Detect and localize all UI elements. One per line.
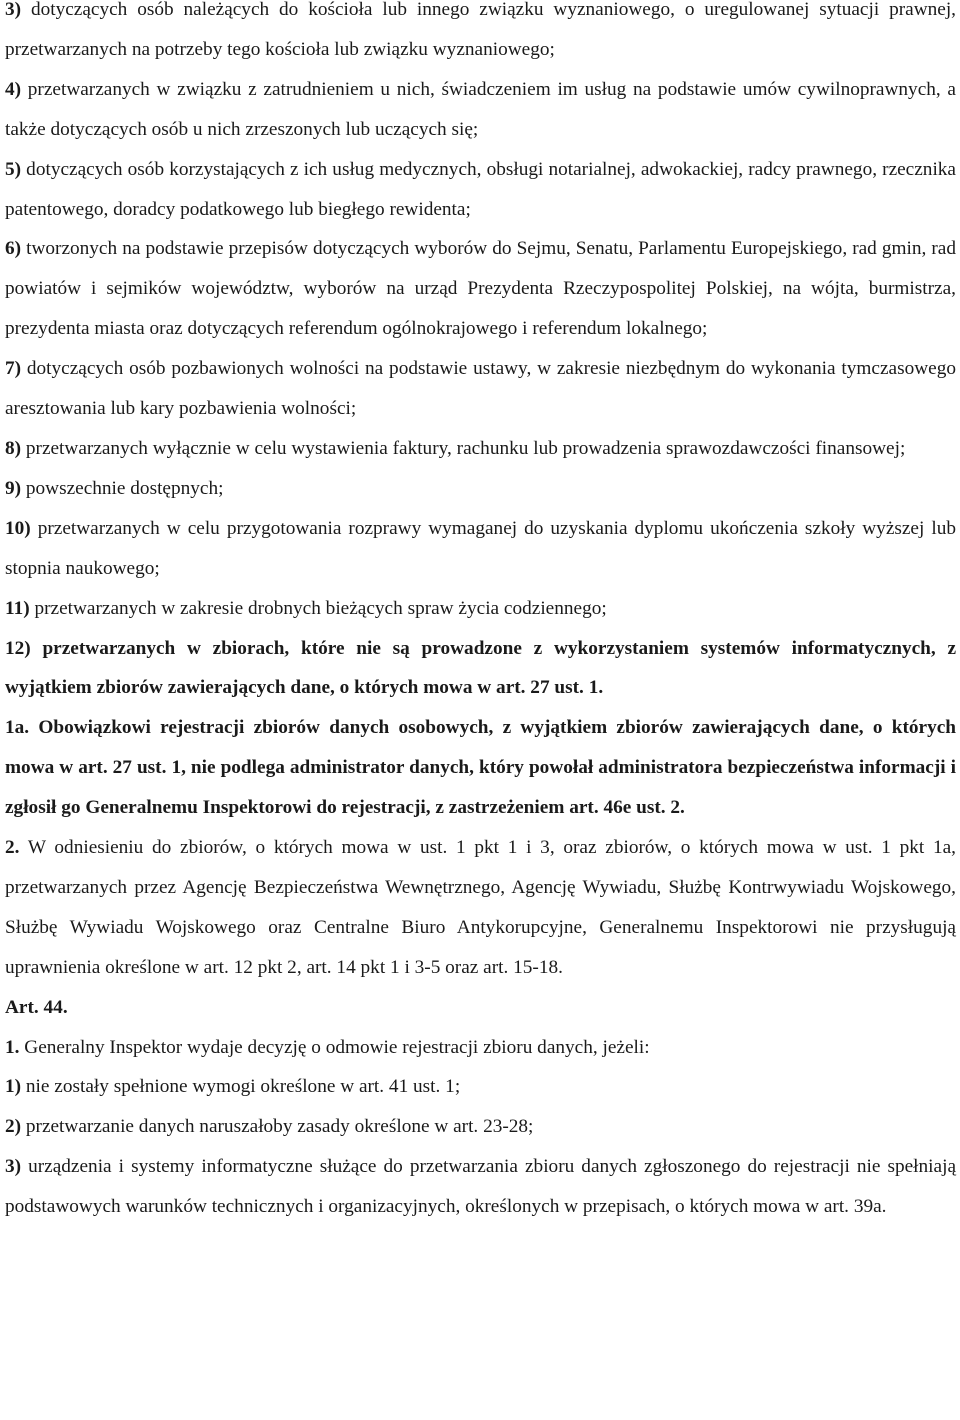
paragraph-8	[5, 429, 956, 469]
paragraph-number: 1.	[5, 1036, 20, 1058]
paragraph-text: nie zostały spełnione wymogi określone w art. 41 ust. 1;	[21, 1076, 461, 1098]
paragraph-11	[5, 589, 956, 629]
paragraph-number: 3)	[5, 0, 22, 20]
paragraph-5	[5, 150, 956, 230]
paragraph-text: dotyczących osób korzystających z ich usług medycznych, obsługi notarialnej, adwokackiej, radcy prawnego, rzecznika patentowego, doradcy podatkowego lub biegłego rewidenta;	[5, 158, 956, 220]
paragraph-12	[5, 629, 956, 709]
point-1	[5, 1067, 956, 1107]
point-3	[5, 1147, 956, 1227]
paragraph-text: dotyczących osób należących do kościoła lub innego związku wyznaniowego, o uregulowanej sytuacji prawnej, przetwarzanych na potrzeby tego kościoła lub związku wyznaniowego;	[5, 0, 956, 60]
paragraph-3	[5, 0, 956, 70]
article-heading	[5, 988, 956, 1028]
paragraph-number: 12)	[5, 637, 31, 659]
paragraph-number: 11)	[5, 597, 30, 619]
paragraph-number: 6)	[5, 238, 22, 260]
paragraph-10	[5, 509, 956, 589]
paragraph-text: Generalny Inspektor wydaje decyzję o odmowie rejestracji zbioru danych, jeżeli:	[19, 1036, 650, 1058]
paragraph-text: przetwarzanych w zakresie drobnych bieżących spraw życia codziennego;	[29, 597, 607, 619]
paragraph-number: 4)	[5, 78, 22, 100]
paragraph-number: 2.	[5, 837, 20, 859]
paragraph-9	[5, 469, 956, 509]
paragraph-text: urządzenia i systemy informatyczne służące do przetwarzania zbioru danych zgłoszonego do rejestracji nie spełniają podstawowych warunków technicznych i organizacyjnych, określonych w przepisach, o których mowa w art. 39a.	[5, 1156, 956, 1218]
paragraph-text: przetwarzanych wyłącznie w celu wystawienia faktury, rachunku lub prowadzenia sprawozdawczości finansowej;	[21, 437, 906, 459]
point-2	[5, 1107, 956, 1147]
article-number: Art. 44.	[5, 996, 68, 1018]
paragraph-6	[5, 229, 956, 349]
paragraph-number: 9)	[5, 477, 22, 499]
paragraph-1a	[5, 708, 956, 828]
paragraph-text: Obowiązkowi rejestracji zbiorów danych osobowych, z wyjątkiem zbiorów zawierających dane, o których mowa w art. 27 ust. 1, nie podlega administrator danych, który powołał administratora bezpieczeństwa informacji i zgłosił go Generalnemu Inspektorowi do rejestracji, z zastrzeżeniem art. 46e ust. 2.	[5, 717, 956, 819]
paragraph-number: 1a.	[5, 717, 30, 739]
paragraph-number: 7)	[5, 358, 22, 380]
paragraph-text: przetwarzanych w celu przygotowania rozprawy wymaganej do uzyskania dyplomu ukończenia szkoły wyższej lub stopnia naukowego;	[5, 517, 956, 579]
paragraph-text: przetwarzanych w związku z zatrudnieniem u nich, świadczeniem im usług na podstawie umów cywilnoprawnych, a także dotyczących osób u nich zrzeszonych lub uczących się;	[5, 78, 956, 140]
paragraph-text: przetwarzanych w zbiorach, które nie są prowadzone z wykorzystaniem systemów informatycznych, z wyjątkiem zbiorów zawierających dane, o których mowa w art. 27 ust. 1.	[5, 637, 956, 699]
paragraph-text: W odniesieniu do zbiorów, o których mowa w ust. 1 pkt 1 i 3, oraz zbiorów, o których mowa w ust. 1 pkt 1a, przetwarzanych przez Agencję Bezpieczeństwa Wewnętrznego, Agencję Wywiadu, Służbę Kontrwywiadu Wojskowego, Służbę Wywiadu Wojskowego oraz Centralne Biuro Antykorupcyjne, Generalnemu Inspektorowi nie przysługują uprawnienia określone w art. 12 pkt 2, art. 14 pkt 1 i 3-5 oraz art. 15-18.	[5, 837, 956, 978]
paragraph-7	[5, 349, 956, 429]
paragraph-4	[5, 70, 956, 150]
paragraph-text: dotyczących osób pozbawionych wolności na podstawie ustawy, w zakresie niezbędnym do wykonania tymczasowego aresztowania lub kary pozbawienia wolności;	[5, 358, 956, 420]
paragraph-text: tworzonych na podstawie przepisów dotyczących wyborów do Sejmu, Senatu, Parlamentu Europejskiego, rad gmin, rad powiatów i sejmików województw, wyborów na urząd Prezydenta Rzeczypospolitej Polskiej, na wójta, burmistrza, prezydenta miasta oraz dotyczących referendum ogólnokrajowego i referendum lokalnego;	[5, 238, 956, 340]
paragraph-text: powszechnie dostępnych;	[21, 477, 224, 499]
paragraph-ust-2	[5, 828, 956, 988]
paragraph-ust-1	[5, 1028, 956, 1068]
paragraph-number: 8)	[5, 437, 22, 459]
paragraph-text: przetwarzanie danych naruszałoby zasady określone w art. 23-28;	[21, 1116, 534, 1138]
paragraph-number: 3)	[5, 1156, 22, 1178]
paragraph-number: 10)	[5, 517, 31, 539]
paragraph-number: 1)	[5, 1076, 22, 1098]
paragraph-number: 5)	[5, 158, 22, 180]
paragraph-number: 2)	[5, 1116, 22, 1138]
